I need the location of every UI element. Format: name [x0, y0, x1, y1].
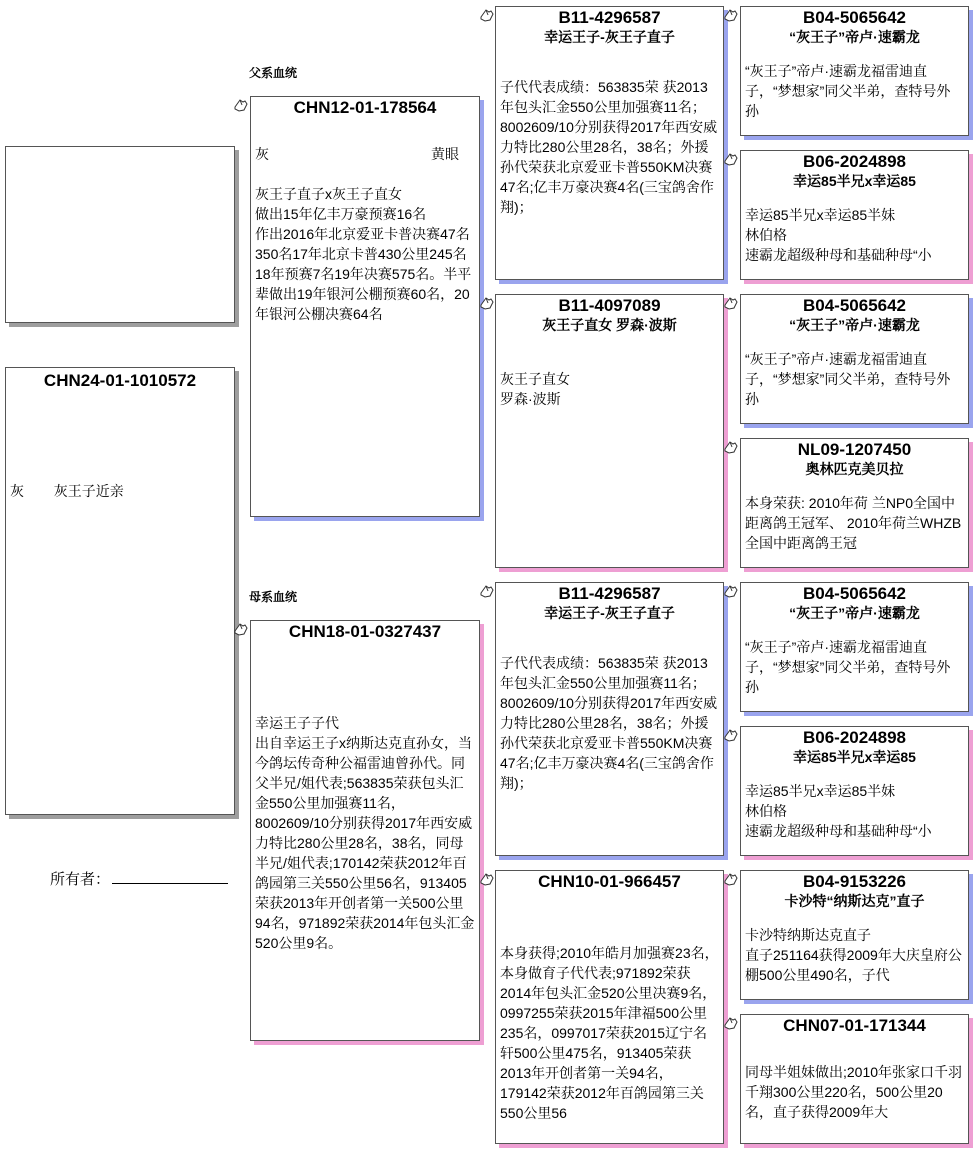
hand-pointer-icon[interactable]: [479, 871, 495, 887]
sire-sire-card: [495, 6, 724, 280]
sire-color: 灰: [255, 146, 269, 162]
ssd-ring: B06-2024898: [802, 152, 907, 171]
sire-eye: 黄眼: [431, 146, 459, 162]
dam-dam-description: 本身获得;2010年皓月加强赛23名，本身做育子代代表;971892荣获2014年包头汇金520公里决赛9名，0997255荣获2015年津福500公里235名，0997017荣获2015辽宁名轩500公里475名，913405荣获2013年开创者第一关94名，179142荣获2012年百鸽园第三关550公里56: [500, 945, 719, 1121]
hand-pointer-icon[interactable]: [723, 871, 739, 887]
sds-name: “灰王子”帝卢·速霸龙: [789, 317, 920, 333]
hand-pointer-icon[interactable]: [723, 7, 739, 23]
dds-card: [740, 870, 969, 1000]
dam-sire-card: [495, 582, 724, 856]
hand-pointer-icon[interactable]: [233, 621, 249, 637]
dam-dam-ring: CHN10-01-966457: [538, 872, 681, 891]
sdd-ring: NL09-1207450: [797, 440, 912, 459]
sss-name: “灰王子”帝卢·速霸龙: [789, 29, 920, 45]
sire-card: [250, 96, 480, 517]
hand-pointer-icon[interactable]: [723, 1015, 739, 1031]
dam-description: 幸运王子子代 出自幸运王子x纳斯达克直孙女，当今鸽坛传奇种公福雷迪曾孙代。同父半兄/姐代表;563835荣获包头汇金550公里加强赛11名，8002609/10分别获得2017年西安威力特比280公里28名，38名，同母半兄/姐代表;170142荣获2012年百鸽园第三关550公里56名，913405荣获2013年开创者第一关500公里94名，971892荣获2014年包头汇金520公里9名。: [255, 715, 475, 951]
dam-section-label: 母系血统: [249, 590, 298, 604]
sss-card: [740, 6, 969, 136]
ddd-card: [740, 1014, 969, 1144]
owner-line: [112, 868, 228, 884]
sire-dam-description: 灰王子直女 罗森·波斯: [500, 371, 570, 407]
hand-pointer-icon[interactable]: [723, 439, 739, 455]
ddd-ring: CHN07-01-171344: [783, 1016, 926, 1035]
hand-pointer-icon[interactable]: [479, 295, 495, 311]
subject-info: [6, 481, 234, 501]
owner-field: [50, 868, 228, 889]
subject-note: 灰王子近亲: [53, 483, 124, 499]
sss-ring: B04-5065642: [802, 8, 907, 27]
dsd-name: 幸运85半兄x幸运85: [793, 749, 916, 765]
sds-ring: B04-5065642: [802, 296, 907, 315]
ssd-name: 幸运85半兄x幸运85: [793, 173, 916, 189]
sds-card: [740, 294, 969, 424]
sire-sire-ring: B11-4296587: [558, 8, 661, 27]
dam-sire-description: 子代代表成绩：563835荣 获2013年包头汇金550公里加强赛11名；8002609/10分别获得2017年西安威力特比280公里28名，38名；外援孙代荣获北京爱亚卡普550KM决赛47名;亿丰万豪决赛4名(三宝鸽舍作翔)；: [500, 655, 718, 791]
photo-placeholder: [5, 146, 235, 323]
sire-dam-card: [495, 294, 724, 568]
sds-description: “灰王子”帝卢·速霸龙福雷迪直子，“梦想家”同父半弟，查特号外孙: [745, 351, 951, 407]
subject-ring: CHN24-01-1010572: [43, 371, 197, 390]
hand-pointer-icon[interactable]: [233, 97, 249, 113]
sire-sire-description: 子代代表成绩：563835荣 获2013年包头汇金550公里加强赛11名；8002609/10分别获得2017年西安威力特比280公里28名，38名；外援孙代荣获北京爱亚卡普550KM决赛47名;亿丰万豪决赛4名(三宝鸽舍作翔)；: [500, 79, 718, 215]
dam-sire-name: 幸运王子-灰王子直子: [544, 605, 675, 621]
dam-sire-ring: B11-4296587: [558, 584, 661, 603]
sire-color-line: [251, 144, 479, 164]
hand-pointer-icon[interactable]: [723, 727, 739, 743]
hand-pointer-icon[interactable]: [723, 151, 739, 167]
sire-ring: CHN12-01-178564: [293, 98, 437, 117]
sss-description: “灰王子”帝卢·速霸龙福雷迪直子，“梦想家”同父半弟，查特号外孙: [745, 63, 951, 119]
sire-description: 灰王子直子x灰王子直女 做出15年亿丰万豪预赛16名 作出2016年北京爱亚卡普决赛47名 350名17年北京卡普430公里245名18年预赛7名19年决赛575名。半平辈做出19年银河公棚预赛60名，20年银河公棚决赛64名: [255, 186, 472, 322]
hand-pointer-icon[interactable]: [479, 7, 495, 23]
subject-color: 灰: [10, 483, 24, 499]
dds-ring: B04-9153226: [802, 872, 907, 891]
sire-sire-name: 幸运王子-灰王子直子: [544, 29, 675, 45]
ddd-description: 同母半姐妹做出;2010年张家口千羽千翔300公里220名，500公里20名，直子获得2009年大: [745, 1064, 963, 1120]
dam-dam-card: [495, 870, 724, 1144]
sdd-description: 本身荣获: 2010年荷 兰NP0全国中距离鸽王冠军、 2010年荷兰WHZB全国中距离鸽王冠: [745, 495, 962, 551]
dsd-card: [740, 726, 969, 856]
sdd-card: [740, 438, 969, 568]
dds-name: 卡沙特“纳斯达克”直子: [784, 893, 925, 909]
dam-card: [250, 620, 480, 1041]
hand-pointer-icon[interactable]: [723, 295, 739, 311]
sire-dam-ring: B11-4097089: [558, 296, 661, 315]
dds-description: 卡沙特纳斯达克直子 直子251164获得2009年大庆皇府公棚500公里490名，子代: [745, 927, 962, 983]
ssd-description: 幸运85半兄x幸运85半妹 林伯格 速霸龙超级种母和基础种母“小: [745, 207, 932, 263]
dam-ring: CHN18-01-0327437: [288, 622, 442, 641]
sire-dam-name: 灰王子直女 罗森·波斯: [542, 317, 677, 333]
subject-card: [5, 367, 235, 815]
dss-card: [740, 582, 969, 712]
dsd-description: 幸运85半兄x幸运85半妹 林伯格 速霸龙超级种母和基础种母“小: [745, 783, 932, 839]
dss-description: “灰王子”帝卢·速霸龙福雷迪直子，“梦想家”同父半弟，查特号外孙: [745, 639, 951, 695]
dss-name: “灰王子”帝卢·速霸龙: [789, 605, 920, 621]
hand-pointer-icon[interactable]: [723, 583, 739, 599]
ssd-card: [740, 150, 969, 280]
dsd-ring: B06-2024898: [802, 728, 907, 747]
sdd-name: 奥林匹克美贝拉: [805, 461, 904, 477]
owner-label: 所有者：: [50, 871, 111, 888]
dss-ring: B04-5065642: [802, 584, 907, 603]
hand-pointer-icon[interactable]: [479, 583, 495, 599]
sire-section-label: 父系血统: [249, 66, 298, 80]
